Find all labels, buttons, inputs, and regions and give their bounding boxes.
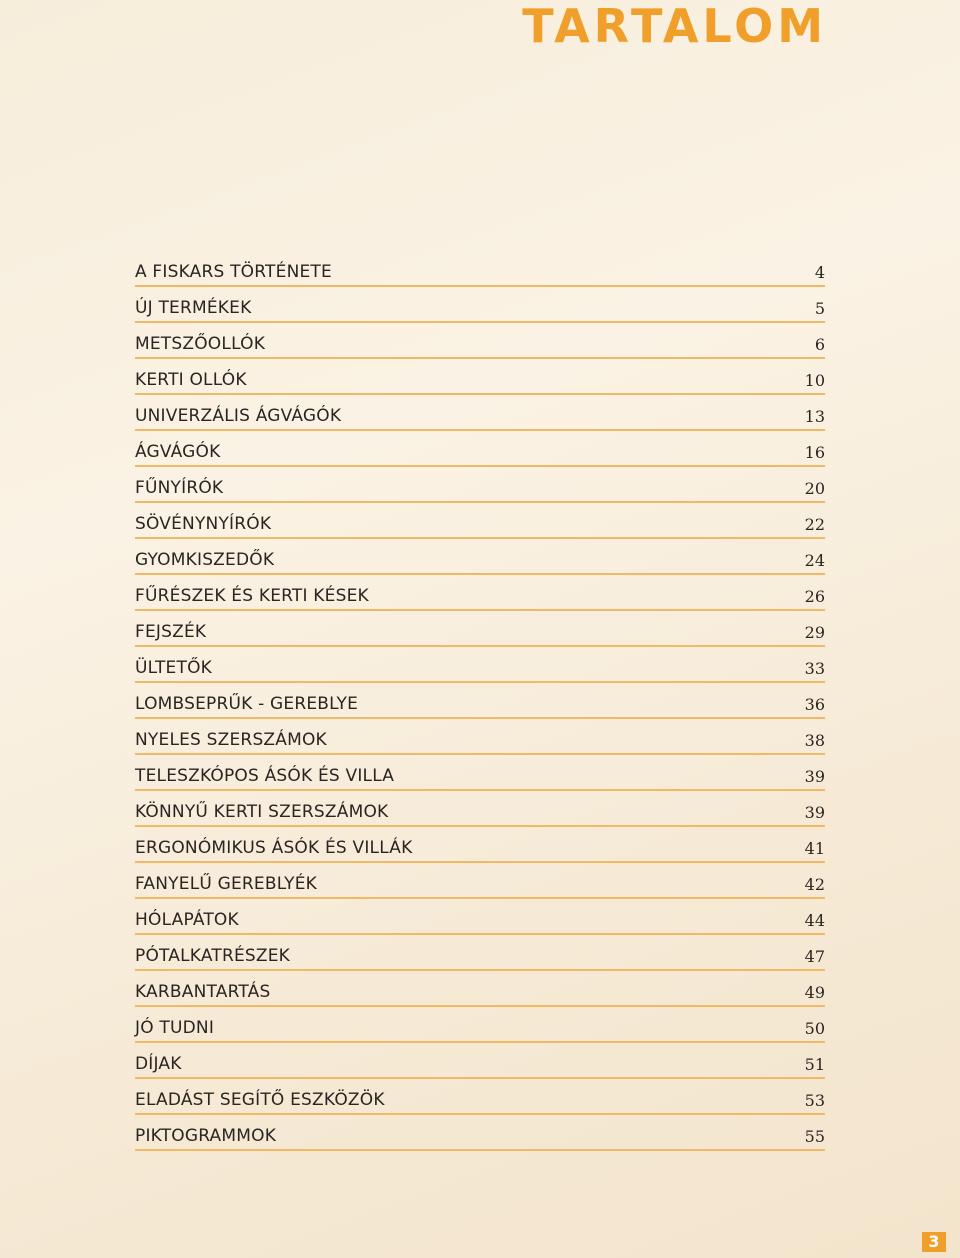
toc-entry-page: 53 bbox=[804, 1091, 825, 1110]
toc-entry-label: GYOMKISZEDŐK bbox=[135, 550, 275, 570]
toc-entry bbox=[135, 611, 825, 647]
toc-entry-page: 4 bbox=[814, 263, 825, 282]
toc-entry-page: 26 bbox=[804, 587, 825, 606]
toc-entry bbox=[135, 575, 825, 611]
toc-entry-label: LOMBSEPRŰK - GEREBLYE bbox=[135, 694, 359, 714]
toc-entry-page: 51 bbox=[804, 1055, 825, 1074]
toc-entry-label: KÖNNYŰ KERTI SZERSZÁMOK bbox=[135, 802, 389, 822]
toc-entry bbox=[135, 683, 825, 719]
toc-entry-page: 47 bbox=[804, 947, 825, 966]
toc-entry-label: JÓ TUDNI bbox=[135, 1018, 215, 1038]
toc-entry-page: 24 bbox=[804, 551, 825, 570]
toc-entry-page: 39 bbox=[804, 803, 825, 822]
toc-entry bbox=[135, 359, 825, 395]
toc-entry-label: SÖVÉNYNYÍRÓK bbox=[135, 514, 272, 534]
toc-entry-page: 42 bbox=[804, 875, 825, 894]
toc-entry bbox=[135, 287, 825, 323]
toc-entry-page: 36 bbox=[804, 695, 825, 714]
toc-entry bbox=[135, 899, 825, 935]
toc-entry-label: HÓLAPÁTOK bbox=[135, 910, 239, 930]
toc-entry-page: 50 bbox=[804, 1019, 825, 1038]
toc-entry bbox=[135, 935, 825, 971]
toc-entry-label: UNIVERZÁLIS ÁGVÁGÓK bbox=[135, 406, 342, 426]
page-number: 3 bbox=[922, 1232, 946, 1252]
toc-entry bbox=[135, 323, 825, 359]
toc-entry-label: METSZŐOLLÓK bbox=[135, 334, 266, 354]
toc-entry-page: 10 bbox=[804, 371, 825, 390]
toc-entry bbox=[135, 755, 825, 791]
toc-entry-page: 49 bbox=[804, 983, 825, 1002]
toc-entry-page: 44 bbox=[804, 911, 825, 930]
toc-entry bbox=[135, 971, 825, 1007]
toc-entry-label: KARBANTARTÁS bbox=[135, 982, 271, 1002]
toc-entry-label: ÁGVÁGÓK bbox=[135, 442, 221, 462]
toc-entry-page: 13 bbox=[804, 407, 825, 426]
toc-entry bbox=[135, 251, 825, 287]
toc-entry-page: 41 bbox=[804, 839, 825, 858]
toc-entry bbox=[135, 791, 825, 827]
page-title: TARTALOM bbox=[522, 0, 827, 53]
toc-entry-label: TELESZKÓPOS ÁSÓK ÉS VILLA bbox=[135, 766, 395, 786]
toc-entry-label: FŰRÉSZEK ÉS KERTI KÉSEK bbox=[135, 586, 369, 606]
toc-entry-page: 29 bbox=[804, 623, 825, 642]
toc-entry bbox=[135, 827, 825, 863]
toc-entry-label: ÜLTETŐK bbox=[135, 658, 213, 678]
toc-entry-page: 5 bbox=[814, 299, 825, 318]
toc-entry-label: ERGONÓMIKUS ÁSÓK ÉS VILLÁK bbox=[135, 838, 413, 858]
toc-entry bbox=[135, 647, 825, 683]
toc-entry-page: 38 bbox=[804, 731, 825, 750]
toc-entry-label: NYELES SZERSZÁMOK bbox=[135, 730, 327, 750]
toc-entry-page: 16 bbox=[804, 443, 825, 462]
toc-entry-label: KERTI OLLÓK bbox=[135, 370, 247, 390]
toc-entry bbox=[135, 503, 825, 539]
toc-entry bbox=[135, 719, 825, 755]
toc-entry bbox=[135, 431, 825, 467]
toc-entry bbox=[135, 863, 825, 899]
toc-entry-label: DÍJAK bbox=[135, 1054, 182, 1074]
toc-entry-label: PIKTOGRAMMOK bbox=[135, 1126, 277, 1146]
toc-entry bbox=[135, 467, 825, 503]
toc-entry-page: 33 bbox=[804, 659, 825, 678]
toc-entry bbox=[135, 1043, 825, 1079]
toc-entry-label: FANYELŰ GEREBLYÉK bbox=[135, 874, 318, 894]
toc-entry-label: ÚJ TERMÉKEK bbox=[135, 298, 252, 318]
toc-entry-label: FŰNYÍRÓK bbox=[135, 478, 224, 498]
toc-entry bbox=[135, 395, 825, 431]
toc-entry-label: A FISKARS TÖRTÉNETE bbox=[135, 262, 332, 282]
toc-entry-label: PÓTALKATRÉSZEK bbox=[135, 946, 291, 966]
table-of-contents bbox=[135, 251, 825, 1151]
toc-entry-page: 20 bbox=[804, 479, 825, 498]
toc-entry-page: 39 bbox=[804, 767, 825, 786]
toc-entry bbox=[135, 539, 825, 575]
toc-entry-page: 22 bbox=[804, 515, 825, 534]
toc-entry-page: 6 bbox=[814, 335, 825, 354]
toc-entry-label: FEJSZÉK bbox=[135, 622, 207, 642]
toc-entry-page: 55 bbox=[804, 1127, 825, 1146]
toc-entry bbox=[135, 1079, 825, 1115]
toc-entry bbox=[135, 1007, 825, 1043]
toc-entry-label: ELADÁST SEGÍTŐ ESZKÖZÖK bbox=[135, 1090, 385, 1110]
toc-entry bbox=[135, 1115, 825, 1151]
